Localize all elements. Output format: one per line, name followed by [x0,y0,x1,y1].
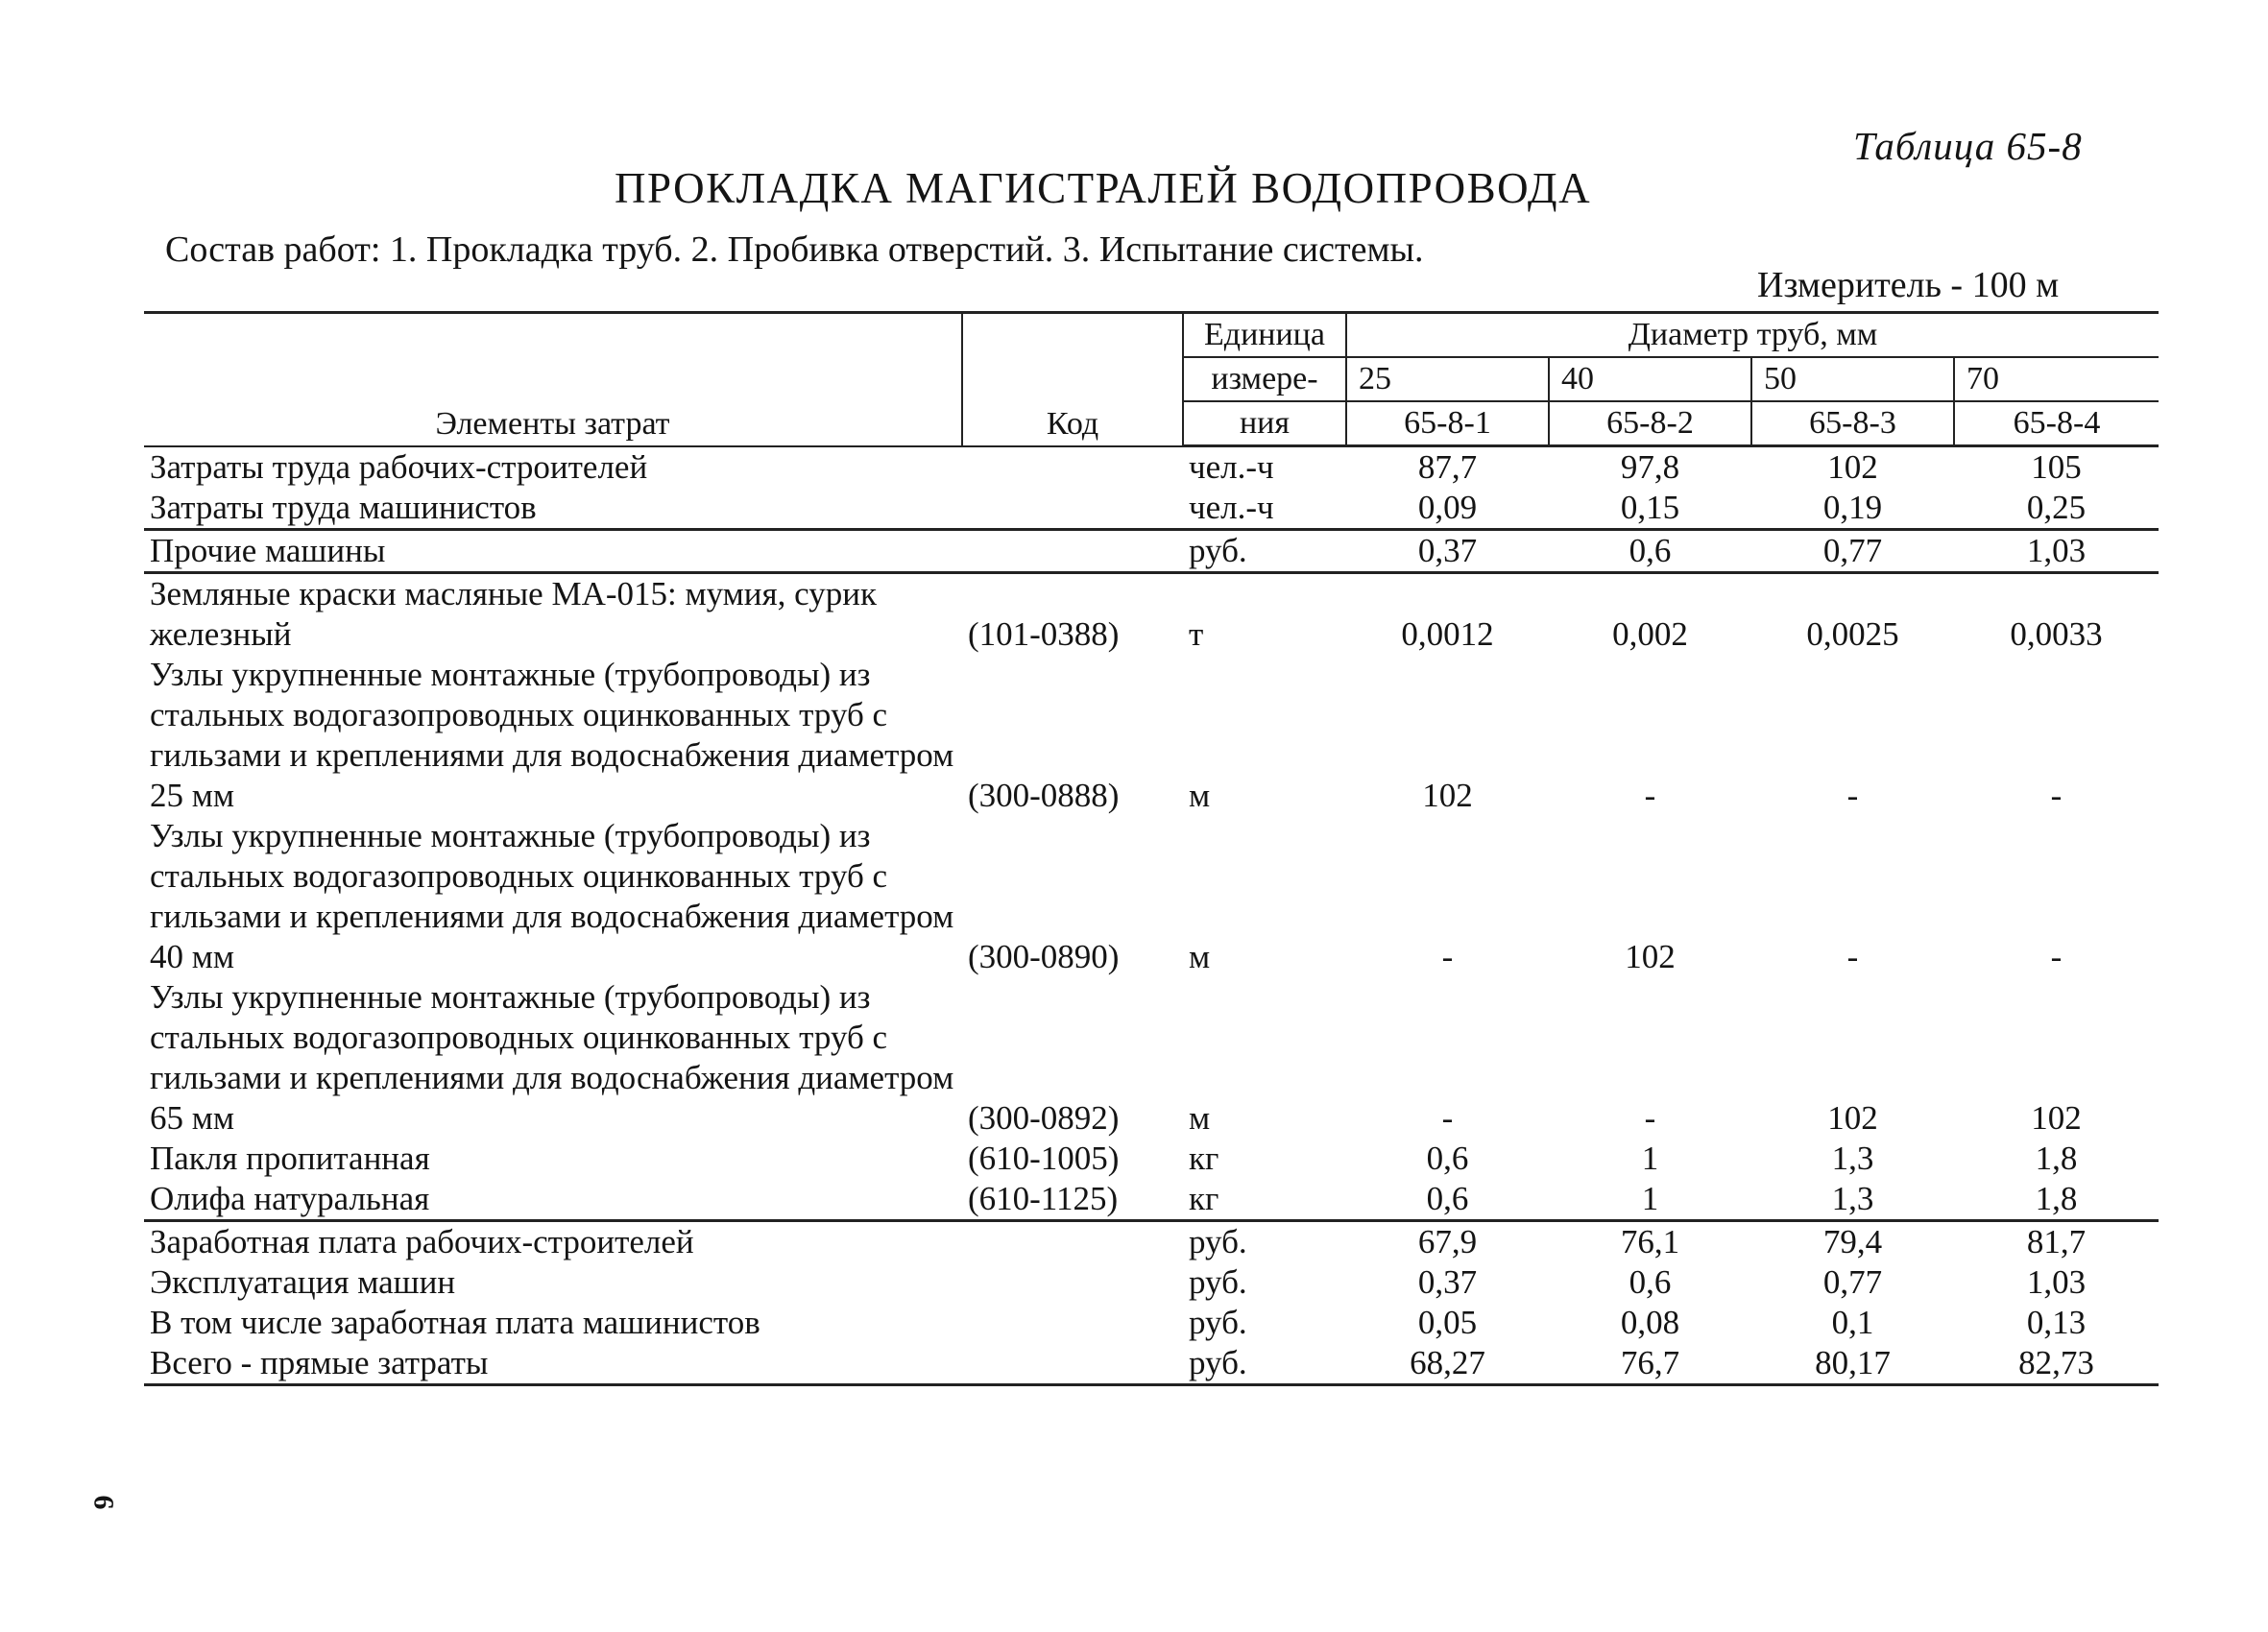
table-row [144,1139,2159,1179]
row-value-25: 0,6 [1346,1179,1549,1221]
norm-code-1: 65-8-1 [1346,401,1549,446]
col-diameter-header: Диаметр труб, мм [1346,313,2159,358]
col-elements-header: Элементы затрат [144,313,962,446]
row-value-70: 0,25 [1954,488,2159,530]
row-name: Всего - прямые затраты [144,1343,962,1385]
row-code [962,1303,1183,1343]
row-unit: кг [1189,1140,1219,1177]
row-value-50: 0,0025 [1806,615,1899,653]
row-value-25: 0,0012 [1401,615,1494,653]
row-value-70: - [2050,938,2063,975]
row-name: Узлы укрупненные монтажные (трубопроводы) из стальных водогазопроводных оцинкованных труб с гильзами и креплениями для водоснабжения диаметром 25 мм [150,656,954,814]
cost-table [144,311,2159,1386]
row-unit: т [1189,615,1204,653]
row-value-40: 102 [1625,938,1676,975]
row-value-25: 0,09 [1346,488,1549,530]
table-row [144,1303,2159,1343]
row-code: (300-0892) [968,1099,1120,1137]
table-row [144,977,2159,1139]
diameter-70: 70 [1954,357,2159,401]
row-value-70: 0,13 [2026,1304,2087,1341]
norm-code-3: 65-8-3 [1751,401,1954,446]
row-value-40: 1 [1549,1179,1751,1221]
row-value-25: 87,7 [1417,448,1478,486]
table-row [144,655,2159,816]
row-value-70: 81,7 [2026,1223,2087,1260]
row-unit: руб. [1189,1223,1247,1260]
row-unit: чел.-ч [1189,448,1274,486]
row-value-40: - [1644,777,1656,814]
row-value-25: 102 [1422,777,1473,814]
table-row [144,1262,2159,1303]
row-value-50: 1,3 [1831,1140,1874,1177]
row-value-50: 1,3 [1751,1179,1954,1221]
row-value-50: - [1846,777,1859,814]
row-value-25: - [1441,938,1454,975]
row-value-40: 0,15 [1549,488,1751,530]
table-row [144,446,2159,489]
row-unit: руб. [1183,530,1346,573]
row-code [962,530,1183,573]
row-value-40: 0,6 [1549,530,1751,573]
norm-code-4: 65-8-4 [1954,401,2159,446]
row-code: (300-0888) [968,777,1120,814]
row-value-70: 102 [2031,1099,2082,1137]
row-unit: м [1189,777,1211,814]
row-value-70: 105 [2031,448,2082,486]
norm-code-2: 65-8-2 [1549,401,1751,446]
row-value-40: 0,002 [1612,615,1688,653]
row-name: Узлы укрупненные монтажные (трубопроводы) из стальных водогазопроводных оцинкованных труб с гильзами и креплениями для водоснабжения диаметром 40 мм [150,817,954,975]
row-unit: м [1189,938,1211,975]
row-name: Заработная плата рабочих-строителей [150,1223,694,1260]
row-value-40: 76,1 [1620,1223,1680,1260]
row-unit: руб. [1189,1263,1247,1301]
row-value-25: 0,37 [1417,1263,1478,1301]
row-value-25: 0,37 [1346,530,1549,573]
row-value-40: - [1644,1099,1656,1137]
row-name: Эксплуатация машин [150,1263,456,1301]
diameter-40: 40 [1549,357,1751,401]
table-row [144,488,2159,530]
row-value-40: 1 [1641,1140,1659,1177]
table-number: Таблица 65-8 [1853,124,2083,168]
col-unit-header: Единица [1183,313,1346,358]
page-title: ПРОКЛАДКА МАГИСТРАЛЕЙ ВОДОПРОВОДА [615,164,1592,212]
row-code: (101-0388) [968,615,1120,653]
row-value-40: 0,08 [1620,1304,1680,1341]
table-row [144,1343,2159,1385]
row-name: Земляные краски масляные МА-015: мумия, сурик железный [150,575,877,653]
row-code: (610-1125) [962,1179,1183,1221]
row-value-50: 0,77 [1751,530,1954,573]
measure-unit: Измеритель - 100 м [1757,265,2060,305]
row-value-50: 102 [1827,1099,1878,1137]
col-unit-header-cont: измере- [1183,357,1346,401]
header-row [144,313,2159,358]
row-name: Узлы укрупненные монтажные (трубопроводы) из стальных водогазопроводных оцинкованных труб с гильзами и креплениями для водоснабжения диаметром 65 мм [150,978,954,1137]
table-row [144,573,2159,656]
diameter-25: 25 [1346,357,1549,401]
row-value-50: 0,1 [1831,1304,1874,1341]
row-value-70: 1,03 [2026,1263,2087,1301]
row-value-25: 67,9 [1417,1223,1478,1260]
row-value-70: 1,03 [1954,530,2159,573]
row-value-25: 0,6 [1426,1140,1469,1177]
row-value-50: - [1846,938,1859,975]
row-code [962,446,1183,489]
row-value-70: 0,0033 [2010,615,2103,653]
row-unit: м [1189,1099,1211,1137]
row-unit: чел.-ч [1183,488,1346,530]
row-value-40: 0,6 [1629,1263,1672,1301]
row-value-40: 76,7 [1549,1343,1751,1385]
row-unit: кг [1183,1179,1346,1221]
col-code-header: Код [962,313,1183,446]
row-value-25: 0,05 [1417,1304,1478,1341]
table-row [144,816,2159,977]
row-code [962,1262,1183,1303]
row-unit: руб. [1189,1304,1247,1341]
row-value-40: 97,8 [1620,448,1680,486]
row-value-70: 1,8 [1954,1179,2159,1221]
row-name: Затраты труда рабочих-строителей [150,448,648,486]
row-unit: руб. [1183,1343,1346,1385]
page-number: 6 [87,1495,120,1510]
row-value-50: 0,19 [1751,488,1954,530]
table-row [144,1221,2159,1263]
row-value-25: - [1441,1099,1454,1137]
row-value-50: 0,77 [1822,1263,1883,1301]
row-value-50: 80,17 [1751,1343,1954,1385]
row-code [962,1343,1183,1385]
row-value-50: 102 [1827,448,1878,486]
table-row [144,530,2159,573]
row-name: Пакля пропитанная [150,1140,430,1177]
row-value-50: 79,4 [1822,1223,1883,1260]
row-name: Олифа натуральная [144,1179,962,1221]
row-value-70: 1,8 [2035,1140,2078,1177]
row-code [962,1221,1183,1263]
row-code [962,488,1183,530]
work-composition: Состав работ: 1. Прокладка труб. 2. Пробивка отверстий. 3. Испытание системы. [165,229,1424,270]
col-unit-header-end: ния [1183,401,1346,446]
diameter-50: 50 [1751,357,1954,401]
row-code: (300-0890) [968,938,1120,975]
row-name: Прочие машины [144,530,962,573]
table-row [144,1179,2159,1221]
row-code: (610-1005) [968,1140,1120,1177]
row-value-70: 82,73 [1954,1343,2159,1385]
row-value-70: - [2050,777,2063,814]
row-name: Затраты труда машинистов [144,488,962,530]
row-name: В том числе заработная плата машинистов [150,1304,760,1341]
row-value-25: 68,27 [1346,1343,1549,1385]
